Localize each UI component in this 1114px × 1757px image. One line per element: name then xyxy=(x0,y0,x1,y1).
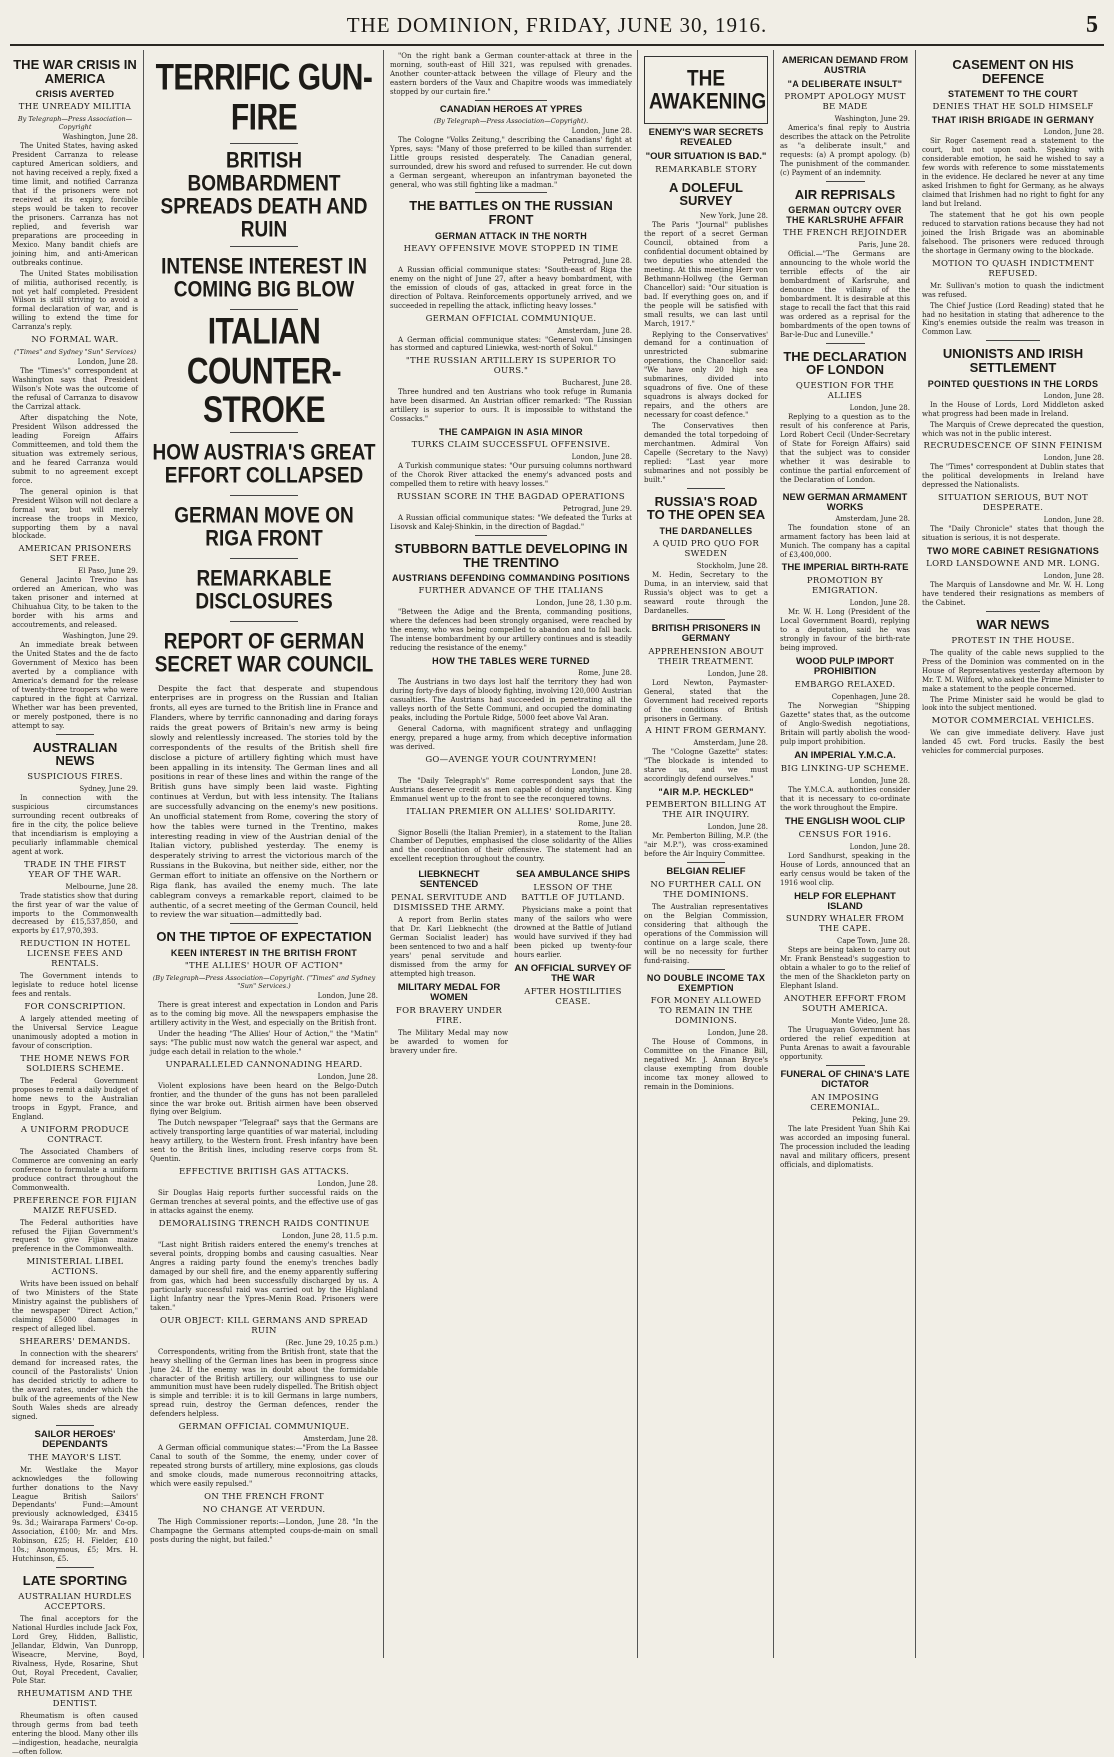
subheadline: ANOTHER EFFORT FROM SOUTH AMERICA. xyxy=(783,994,907,1015)
article-paragraph: The Conservatives then demanded the total torpedoing of merchantmen. Admiral Von Capelle (Secretary to the Navy) replied: "Last year more submarines and not possibly be built." xyxy=(644,422,768,484)
article-paragraph: The Associated Chambers of Commerce are convening an early conference to formulate a uniform produce contract throughout the Commonwealth. xyxy=(12,1147,138,1192)
subheadline: THE UNREADY MILITIA xyxy=(18,102,132,113)
lead-summary xyxy=(150,684,378,921)
divider xyxy=(475,192,548,193)
article-paragraph: Writs have been issued on behalf of two Ministers of the State Ministry against the publishers of the newspaper "Direct Action," claiming £5000 damages in respect of alleged libel. xyxy=(12,1280,138,1334)
article-paragraph: Violent explosions have been heard on the Belgo-Dutch frontier, and the thunder of the guns has not been paralleled since the war broke out. British airmen have been observed flying over Belgium. xyxy=(150,1081,378,1117)
article-paragraph: After dispatching the Note, President Wilson addressed the leading Foreign Affairs Committeemen, and told them the situation was extremely serious, and he feared Carranza would submit to no agreement except force. xyxy=(12,414,138,485)
headline: THE WAR CRISIS IN AMERICA xyxy=(13,57,137,86)
article-paragraph: A largely attended meeting of the Universal Service League unanimously adopted a motion in favour of conscription. xyxy=(12,1015,138,1051)
dateline: Rome, June 28. xyxy=(577,819,632,828)
headline: REPORT OF GERMAN SECRET WAR COUNCIL xyxy=(154,629,374,677)
article-paragraph: The House of Commons, in Committee on the Finance Bill, negatived Mr. J. Annan Bryce's clause exempting from double income tax money allowed to remain in the Dominions. xyxy=(644,1037,768,1091)
article-paragraph: Correspondents, writing from the British front, state that the heavy shelling of the German lines has been in progress since June 24. If the enemy was in doubt about the formidable character of the British artillery, our willingness to use our ammunition must have been rudely dispelled. The British object is simple and terrible: it is to kill Germans in large numbers, spread ruin, destroy the German defences, render the defenders helpless. xyxy=(150,1347,378,1419)
article-paragraph: A German official communique states: "General von Linsingen has stormed and captured Liniewka, west-north of Sokul." xyxy=(390,335,632,353)
subheadline: THE CAMPAIGN IN ASIA MINOR xyxy=(439,427,583,438)
article-paragraph: The "Times's" correspondent at Washington says that President Wilson's Note was the outcome of the refusal of Carranza to disavow the Carrizal attack. xyxy=(12,367,138,412)
subheadline: "THE RUSSIAN ARTILLERY IS SUPERIOR TO OURS." xyxy=(405,356,617,377)
headline: RUSSIA'S ROAD TO THE OPEN SEA xyxy=(646,493,766,523)
dateline: London, June 28. xyxy=(1043,516,1104,525)
headline: CASEMENT ON HIS DEFENCE xyxy=(952,57,1074,86)
subheadline: THE MAYOR'S LIST. xyxy=(28,1452,122,1463)
dateline: London, June 28. xyxy=(77,358,138,367)
subheadline: MINISTERIAL LIBEL ACTIONS. xyxy=(26,1257,124,1278)
dateline: London, June 28. xyxy=(1043,391,1104,400)
page-number: 5 xyxy=(1086,12,1098,38)
article-paragraph: A Russian official communique states: "South-east of Riga the enemy on the night of June 27, after a heavy bombardment, with the emission of clouds of gas, attacked in great force in the direction of Poltava. Reinforcements opportunely arrived, and we succeeded in repelling the attack, inflicting heavy losses." xyxy=(390,265,632,310)
divider xyxy=(475,535,548,536)
subheadline: SUNDRY WHALER FROM THE CAPE. xyxy=(785,914,905,935)
subheadline: RUSSIAN SCORE IN THE BAGDAD OPERATIONS xyxy=(396,492,626,503)
subheadline: DEMORALISING TRENCH RAIDS CONTINUE xyxy=(158,1219,370,1230)
subheadline: EFFECTIVE BRITISH GAS ATTACKS. xyxy=(178,1167,350,1178)
divider xyxy=(230,432,298,433)
subheadline: FOR MONEY ALLOWED TO REMAIN IN THE DOMINIONS. xyxy=(650,995,762,1026)
dateline: Amsterdam, June 28. xyxy=(557,326,632,335)
subheadline: AUSTRIANS DEFENDING COMMANDING POSITIONS xyxy=(391,573,630,584)
headline: ITALIAN COUNTER-STROKE xyxy=(186,310,342,431)
subheadline: THE FRENCH REJOINDER xyxy=(783,228,907,239)
dateline: London, June 28. xyxy=(707,1028,768,1037)
subheadline: LORD LANSDOWNE AND MR. LONG. xyxy=(926,559,1100,570)
article-paragraph: The Federal Government proposes to remit a daily budget of home news to the Australian troops in Egypt, France, and England. xyxy=(12,1077,138,1121)
article-paragraph: "Between the Adige and the Brenta, commanding positions, where the defences had been strongly organised, were reached by the enemy, who was being compelled to abandon and to fall back. The intense bombardment by our artillery continues and is steadily reducing the resistance of the enemy." xyxy=(390,608,632,653)
subheadline: GERMAN OUTCRY OVER THE KARLSRUHE AFFAIR xyxy=(786,205,904,226)
article-paragraph: The Norwegian "Shipping Gazette" states that, as the outcome of Anglo-Swedish negotiations, Britain will partly abolish the wood-pulp import prohibition. xyxy=(780,702,910,746)
subheadline: GO—AVENGE YOUR COUNTRYMEN! xyxy=(425,754,597,765)
article-paragraph: Signor Boselli (the Italian Premier), in a statement to the Italian Chamber of Deputies, emphasised the close solidarity of the Allies and the coordination of their offensive. The statement had an excellent reception throughout the country. xyxy=(390,828,632,864)
headline: INTENSE INTEREST IN COMING BIG BLOW xyxy=(161,254,367,302)
headline: FUNERAL OF CHINA'S LATE DICTATOR xyxy=(780,1069,910,1091)
subheadline: PREFERENCE FOR FIJIAN MAIZE REFUSED. xyxy=(13,1195,137,1216)
article-paragraph: In connection with the suspicious circumstances surrounding recent outbreaks of fire in the city, the police believe that incendiarism is employing a peculiarly inflammable chemical agent at work. xyxy=(12,793,138,856)
divider xyxy=(986,611,1041,612)
subheadline: RECRUDESCENCE OF SINN FEINISM xyxy=(923,441,1103,452)
headline: HELP FOR ELEPHANT ISLAND xyxy=(794,890,896,912)
divider xyxy=(230,246,298,247)
headline: ON THE TIPTOE OF EXPECTATION xyxy=(156,929,372,945)
subheadline: SUSPICIOUS FIRES. xyxy=(27,771,123,782)
dateline: El Paso, June 29. xyxy=(78,567,138,576)
subheadline: HOW THE TABLES WERE TURNED xyxy=(432,656,590,667)
headline: WAR NEWS xyxy=(976,617,1050,633)
headline: WOOD PULP IMPORT PROHIBITION xyxy=(796,656,894,678)
article-paragraph: The Chief Justice (Lord Reading) stated that he had no hesitation in stating that adherence to the King's enemies outside the realm was treason in Common Law. xyxy=(922,301,1104,337)
headline: AN IMPERIAL Y.M.C.A. xyxy=(794,749,896,761)
headline: CANADIAN HEROES AT YPRES xyxy=(439,103,583,115)
dateline: Petrograd, June 29. xyxy=(562,505,632,514)
divider xyxy=(826,343,865,344)
byline: By Telegraph—Press Association—Copyright xyxy=(17,115,133,132)
dateline: Washington, June 29. xyxy=(62,632,138,641)
column-2 xyxy=(146,52,382,1656)
article-paragraph: The High Commissioner reports:—London, June 28. "In the Champagne the Germans attempted coups-de-main on small posts during the night, but failed." xyxy=(150,1518,378,1544)
subheadline: POINTED QUESTIONS IN THE LORDS xyxy=(927,378,1099,389)
subheadline: ON THE FRENCH FRONT xyxy=(204,1492,324,1503)
subheadline: PROTEST IN THE HOUSE. xyxy=(951,635,1075,646)
column-rule xyxy=(773,50,774,1658)
dateline: London, June 28. xyxy=(1043,454,1104,463)
divider xyxy=(230,558,298,559)
subheadline: PROMOTION BY EMIGRATION. xyxy=(806,576,884,597)
headline: UNIONISTS AND IRISH SETTLEMENT xyxy=(942,346,1084,376)
article-paragraph: Sir Douglas Haig reports further successful raids on the German trenches at several points, and the effective use of gas in attacks against the enemy. xyxy=(150,1189,378,1216)
article-paragraph: In connection with the shearers' demand for increased rates, the council of the Pastoralists' Union has decided strictly to adhere to the award rates, under which the bulk of the agreements of the New South Wales sheds are already signed. xyxy=(12,1350,138,1421)
article-paragraph: The final acceptors for the National Hurdles include Jack Fox, Lord Grey, Hidden, Ballistic, Jellandar, Eldwin, Van Dunropp, Wiseacre, Mervine, Boyd, Rivalness, Hyde, Rosarine, Shut Out, Royal Precedent, Cavalier, Pole Star. xyxy=(12,1614,138,1686)
headline: AN OFFICIAL SURVEY OF THE WAR xyxy=(514,963,632,984)
article-paragraph: The "Cologne Gazette" states: "The blockade is intended to starve us, and we must accordingly defend ourselves." xyxy=(644,748,768,784)
article-paragraph: The Cologne "Volks Zeitung," describing the Canadians' fight at Ypres, says: "Many of those preferred to be killed than surrender. Little groups resisted desperately. The Canadian general, surrounded, drew his sword and refused to surrender. He cut down a German sergeant, whereupon an infantryman bayoneted the general, who was still fighting like a madman." xyxy=(390,135,632,189)
column-rule xyxy=(383,50,384,1658)
dateline: London, June 28. xyxy=(849,404,910,413)
article-paragraph: There is great interest and expectation in London and Paris as to the coming big move. All the newspapers emphasise the artillery activity in the West, and especially on the British front. xyxy=(150,1000,378,1027)
subheadline: CENSUS FOR 1916. xyxy=(798,829,892,840)
article-paragraph: Lord Newton, Paymaster-General, stated that the Government had received reports of the conditions of British prisoners in Germany. xyxy=(644,678,768,723)
subheadline: LESSON OF THE BATTLE OF JUTLAND. xyxy=(521,883,625,904)
article-paragraph: The Austrians in two days lost half the territory they had won during forty-five days of bloody fighting, involving 120,000 Austrian casualties. The Austrians had succeeded in penetrating all the valleys north of the Sette Communi, and occupied the dominating peaks, including the Portule Ridge, 5000 feet above Val Aran. xyxy=(390,678,632,722)
article-paragraph: Replying to the Conservatives' demand for a continuation of unrestricted submarine operations, the Chancellor said: "We have only 20 high sea submarines, divided into squadrons of five. One of these squadrons is always docked for repairs, and the others are necessary for coast defence." xyxy=(644,330,768,420)
article-paragraph: M. Hedin, Secretary to the Duma, in an interview, said that Russia's object was to get a seaward route through the Dardanelles. xyxy=(644,570,768,615)
dateline: London, June 28, 1.30 p.m. xyxy=(536,599,632,608)
article-paragraph: Three hundred and ten Austrians who took refuge in Rumania have been disarmed. An Austrian officer remarked: "The Russian artillery is superior to ours. It is impossible to withstand the Cossacks." xyxy=(390,388,632,424)
article-paragraph: America's final reply to Austria describes the attack on the Petrolite as "a deliberate insult," and requests: (a) A prompt apology. (b) The punishment of the commander. (c) Payment of an indemnity. xyxy=(780,123,910,177)
dateline: Copenhagen, June 28. xyxy=(831,693,910,702)
subheadline: "THE ALLIES' HOUR OF ACTION" xyxy=(184,960,344,971)
article-paragraph: The quality of the cable news supplied to the Press of the Dominion was commented on in the House of Representatives yesterday afternoon by Mr. T. M. Wilford, who asked the Prime Minister to make a statement to the people concerned. xyxy=(922,648,1104,693)
divider xyxy=(687,488,724,489)
article-paragraph: Mr. Westlake the Mayor acknowledges the following further donations to the Navy League British Sailors' Dependants' Fund:—Amount previously acknowledged, £3415 9s. 3d.; Wairarapa Farmers' Co-op. Association, £100; Mr. and Mrs. Robinson, £25; H. Fielder, £10 10s.; Anonymous, £5; Mrs. H. Hutchinson, £5. xyxy=(12,1465,138,1564)
article-paragraph: The Military Medal may now be awarded to women for bravery under fire. xyxy=(390,1028,508,1055)
column-5 xyxy=(776,52,914,1656)
subheadline: "AIR M.P. HECKLED" xyxy=(658,787,754,798)
article-paragraph: The Paris "Journal" publishes the report of a secret German Council, obtained from a confidential document obtained by two deputies who attended the meeting. At this meeting Herr von Bethmann-Hollweg (the German Chancellor) said: "Our situation is bad. If everything goes on, and if the people will be satisfied with small results, we can last until March, 1917." xyxy=(644,221,768,328)
dateline: London, June 28. xyxy=(849,842,910,851)
article-paragraph: A report from Berlin states that Dr. Karl Liebknecht (the German Socialist leader) has been sentenced to two and a half years' penal servitude and dismissed from the army for attempted high treason. xyxy=(390,916,508,978)
headline: LATE SPORTING xyxy=(22,1573,128,1589)
dateline: London, June 28. xyxy=(571,126,632,135)
headline: AIR REPRISALS xyxy=(794,186,896,202)
article-paragraph: General Jacinto Trevino has ordered an American, who was taken prisoner and interned at Chihuahua City, to be taken to the border with his arms and accoutrements, and released. xyxy=(12,576,138,630)
headline: THE IMPERIAL BIRTH-RATE xyxy=(781,562,909,574)
subheadline: A UNIFORM PRODUCE CONTRACT. xyxy=(20,1124,130,1145)
subheadline: A HINT FROM GERMANY. xyxy=(645,726,767,737)
dateline: Paris, June 28. xyxy=(858,241,910,250)
dateline: Bucharest, June 28. xyxy=(562,379,632,388)
dateline: Rome, June 28. xyxy=(577,669,632,678)
divider xyxy=(475,100,548,101)
dateline: Amsterdam, June 28. xyxy=(303,1435,378,1444)
headline: AUSTRALIAN NEWS xyxy=(32,739,118,769)
subheadline: APPREHENSION ABOUT THEIR TREATMENT. xyxy=(648,646,764,667)
article-paragraph: Lord Sandhurst, speaking in the House of Lords, announced that an early census would be taken of the 1916 wool clip. xyxy=(780,851,910,887)
subheadline: NO FORMAL WAR. xyxy=(31,335,119,346)
divider xyxy=(230,621,298,622)
dateline: London, June 28. xyxy=(571,767,632,776)
article-paragraph: The Y.M.C.A. authorities consider that it is necessary to co-ordinate the work throughout the Empire. xyxy=(780,785,910,812)
subheadline: RHEUMATISM AND THE DENTIST. xyxy=(17,1689,133,1710)
article-paragraph: The "Daily Telegraph's" Rome correspondent says that the Austrians deserve credit as men capable of doing anything. King Emmanuel went up to the front to see the reconquered towns. xyxy=(390,776,632,803)
subheadline: BIG LINKING-UP SCHEME. xyxy=(780,763,910,774)
dateline: Sydney, June 29. xyxy=(79,784,138,793)
dateline: Cape Town, June 28. xyxy=(837,937,910,946)
subheadline: NO CHANGE AT VERDUN. xyxy=(202,1505,326,1516)
headline: REMARKABLE DISCLOSURES xyxy=(195,566,333,614)
subheadline: THE HOME NEWS FOR SOLDIERS SCHEME. xyxy=(20,1054,130,1075)
divider xyxy=(230,309,298,310)
divider xyxy=(56,734,94,735)
divider xyxy=(826,1065,865,1066)
masthead xyxy=(10,6,1104,46)
subheadline: AFTER HOSTILITIES CEASE. xyxy=(524,986,622,1007)
byline: (By Telegraph—Press Association—Copyright). xyxy=(433,116,589,125)
subheadline: "A DELIBERATE INSULT" xyxy=(787,78,903,89)
dateline: London, June 28. xyxy=(707,823,768,832)
article-paragraph: Mr. Pemberton Billing, M.P. (the "air M.P."), was cross-examined before the Air Inquiry Committee. xyxy=(644,832,768,859)
subheadline: CRISIS AVERTED xyxy=(35,89,115,100)
subheadline: NO FURTHER CALL ON THE DOMINIONS. xyxy=(650,880,762,901)
headline: MILITARY MEDAL FOR WOMEN xyxy=(397,981,501,1003)
article-paragraph: The Australian representatives on the Belgian Commission, considering that although the operations of the Commission will continue on a large scale, there will be no necessity for further fund-raising. xyxy=(644,903,768,965)
dateline: London, June 28. xyxy=(317,991,378,1000)
dateline: London, June 28. xyxy=(1043,572,1104,581)
divider xyxy=(986,340,1041,341)
subheadline: SHEARERS' DEMANDS. xyxy=(19,1337,131,1348)
headline: ENEMY'S WAR SECRETS REVEALED xyxy=(648,126,764,148)
dateline: London, June 28. xyxy=(849,776,910,785)
headline: THE AWAKENING xyxy=(649,66,767,114)
article-paragraph: An immediate break between the United States and the de facto Government of Mexico has been averted by a compliance with America's demand for the release of twenty-three troopers who were captured in the fight at Carrizal. Whether war has been prevented, or merely postponed, there is no attempt to say. xyxy=(12,641,138,730)
subheadline: HEAVY OFFENSIVE MOVE STOPPED IN TIME xyxy=(403,243,619,254)
article-paragraph: The Federal authorities have refused the Fijian Government's request to give Fijian maize preference in the Commonwealth. xyxy=(12,1218,138,1254)
subheadline: TURKS CLAIM SUCCESSFUL OFFENSIVE. xyxy=(411,440,611,451)
split-right xyxy=(514,866,632,1057)
headline: AMERICAN DEMAND FROM AUSTRIA xyxy=(781,55,909,76)
headline: BRITISH BOMBARDMENT SPREADS DEATH AND RUIN xyxy=(160,148,368,242)
article-paragraph: Sir Roger Casement read a statement to the court, but not upon oath. Speaking with considerable emotion, he said he wished to say a few words with reference to some misstatements in the evidence. He declared he never at any time asked Irishmen to fight for Germany, as he always claimed that Irishmen had no right to fight for any land but Ireland. xyxy=(922,137,1104,208)
article-paragraph: We can give immediate delivery. Have just landed 45 cwt. Ford trucks. Easily the best vehicles for commercial purposes. xyxy=(922,729,1104,756)
subheadline: KEEN INTEREST IN THE BRITISH FRONT xyxy=(170,947,358,958)
dateline: Monte Video, June 28. xyxy=(831,1017,910,1026)
subheadline: STATEMENT TO THE COURT xyxy=(947,89,1079,100)
column-6 xyxy=(918,52,1108,1656)
column-rule xyxy=(143,50,144,1658)
byline: ("Times" and Sydney "Sun" Services) xyxy=(13,348,137,357)
article-paragraph: Mr. Sullivan's motion to quash the indictment was refused. xyxy=(922,281,1104,299)
divider xyxy=(56,1567,94,1568)
article-paragraph: Physicians make a point that many of the sailors who were drowned at the Battle of Jutland would have survived if they had been picked up twenty-four hours earlier. xyxy=(514,906,632,960)
headline: A DOLEFUL SURVEY xyxy=(669,179,743,209)
divider xyxy=(230,495,298,496)
article-paragraph: The Prime Minister said he would be glad to look into the subject mentioned. xyxy=(922,695,1104,713)
subheadline: FOR BRAVERY UNDER FIRE. xyxy=(395,1005,503,1026)
byline: (By Telegraph—Press Association—Copyright. ("Times" and Sydney "Sun" Services.) xyxy=(152,973,376,990)
masthead-title: THE DOMINION, FRIDAY, JUNE 30, 1916. xyxy=(346,12,768,37)
subheadline: REDUCTION IN HOTEL LICENSE FEES AND RENTALS. xyxy=(19,939,131,970)
subheadline: UNPARALLELED CANNONADING HEARD. xyxy=(165,1059,363,1070)
article-paragraph: The United States, having asked President Carranza to release captured American soldiers, and not having received a reply, fixed a time limit, and notified Carranza that if the prisoners were not received at its expiry, forcible steps would be taken to recover the prisoners. Carranza has not replied, and feverish war preparations are proceeding in Mexico. Many bandit chiefs are joining him, and anti-American outbreaks continue. xyxy=(12,142,138,267)
dateline: Stockholm, June 28. xyxy=(696,561,768,570)
subheadline: AMERICAN PRISONERS SET FREE. xyxy=(18,544,132,565)
headline: NEW GERMAN ARMAMENT WORKS xyxy=(782,491,908,513)
dateline: London, June 28. xyxy=(849,599,910,608)
subheadline: AUSTRALIAN HURDLES ACCEPTORS. xyxy=(18,1591,132,1612)
dateline: Melbourne, June 28. xyxy=(65,882,138,891)
subheadline: MOTOR COMMERCIAL VEHICLES. xyxy=(931,716,1095,727)
article-paragraph: Mr. W. H. Long (President of the Local Government Board), replying to a deputation, said he was strongly in favour of the birth-rate being improved. xyxy=(780,608,910,653)
article-paragraph: The Marquis of Lansdowne and Mr. W. H. Long have tendered their resignations as members of the Cabinet. xyxy=(922,581,1104,608)
article-paragraph: The Uruguayan Government has ordered the relief expedition at Punta Arenas to await a favourable opportunity. xyxy=(780,1026,910,1062)
dateline: Washington, June 28. xyxy=(62,133,138,142)
headline: BRITISH PRISONERS IN GERMANY xyxy=(651,622,761,644)
subheadline: A QUID PRO QUO FOR SWEDEN xyxy=(652,538,760,559)
subheadline: DENIES THAT HE SOLD HIMSELF xyxy=(932,102,1094,113)
lead-paragraph: Despite the fact that desperate and stupendous enterprises are in progress on the Russian and Italian fronts, all eyes are turned to the British line in France and Flanders, where by terrific cannonading and daring forays raids the great powers of Britain's new army is being slowly and relentlessly increased. The stories told by the correspondents of the results of the British shell fire disclose a picture of artillery fighting which must have been appalling in its intensity. The German lines and all positions in rear of these lines and within the range of the British guns have simply been laid waste. Fighting continues at Verdun, but with less intensity. The Italians are successfully advancing on the enemy's new positions. An unofficial statement from Rome, covering the story of how the tables were turned in the Trentino, makes interesting reading in view of the Austrian denial of the Italian victory, published yesterday. The enemy is desperately striving to arrest the victorious march of the Russians in the Bukovina, but neither side, either, nor the German effort to initiate an offensive on the Northern or Riga flank, has availed the enemy much. The late cablegram conveys a remarkable report, claimed to be authentic, of a secret meeting of the German Council, held to review the war situation—admittedly bad. xyxy=(150,683,378,920)
article-paragraph: Trade statistics show that during the first year of war the value of imports to the Commonwealth decreased by £15,537,850, and exports by £17,970,393. xyxy=(12,891,138,936)
divider xyxy=(687,969,724,970)
subheadline: GERMAN OFFICIAL COMMUNIQUE. xyxy=(425,313,597,324)
headline: LIEBKNECHT SENTENCED xyxy=(418,869,480,891)
divider xyxy=(56,1425,94,1426)
subheadline: GERMAN OFFICIAL COMMUNIQUE. xyxy=(178,1422,350,1433)
article-paragraph: "On the right bank a German counter-attack at three in the morning, south-east of Hill 321, was repulsed with grenades. Another counter-attack between the village of Fleury and the eastern borders of the Vaux and Chapitre woods was immediately stopped by our curtain fire." xyxy=(390,52,632,96)
column-rule xyxy=(637,50,638,1658)
column-rule xyxy=(915,50,916,1658)
subheadline: GERMAN ATTACK IN THE NORTH xyxy=(434,230,588,241)
article-paragraph: "Last night British raiders entered the enemy's trenches at several points, dropping bombs and causing casualties. Near Angres a raiding party found the enemy's trenches badly damaged by our shell fire, and the enemy apparently suffering from gas, which had been successfully discharged by us. A particularly successful raid was carried out by the Highland Light Infantry near the Ypres–Menin Road. Prisoners were taken." xyxy=(150,1241,378,1312)
split-left xyxy=(390,866,508,1057)
subheadline: SITUATION SERIOUS, BUT NOT DESPERATE. xyxy=(937,493,1089,514)
subheadline: PEMBERTON BILLING AT THE AIR INQUIRY. xyxy=(645,800,767,821)
divider xyxy=(687,619,724,620)
dateline: London, June 28. xyxy=(1043,128,1104,137)
subheadline: OUR OBJECT: KILL GERMANS AND SPREAD RUIN xyxy=(159,1315,369,1336)
dateline: London, June 28. xyxy=(571,453,632,462)
divider xyxy=(826,488,865,489)
subheadline: QUESTION FOR THE ALLIES xyxy=(795,381,895,402)
subheadline: FURTHER ADVANCE OF THE ITALIANS xyxy=(418,586,604,597)
divider xyxy=(230,923,298,924)
subheadline: REMARKABLE STORY xyxy=(655,164,757,175)
article-paragraph: A German official communique states:—"From the La Bassee Canal to south of the Somme, the enemy, under cover of repeated strong bursts of artillery, mine explosions, gas clouds and smoke clouds, made numerous reconnoitring attacks, which were easily repulsed." xyxy=(150,1444,378,1489)
article-paragraph: The United States mobilisation of militia, authorised recently, is not yet half completed. President Wilson is still striving to avoid a formal declaration of war, and is willing to extend the time for Carranza's reply. xyxy=(12,269,138,332)
article-paragraph: The Dutch newspaper "Telegraaf" says that the Germans are actively transporting large quantities of war material, including heavy artillery, to the Western front. Fresh infantry have been sent to the British lines, including reserve corps from St. Quentin. xyxy=(150,1119,378,1164)
article-paragraph: The Government intends to legislate to reduce hotel license fees and rentals. xyxy=(12,972,138,999)
split-section xyxy=(390,866,632,1057)
article-paragraph: General Cadorna, with magnificent strategy and unflagging energy, prepared a huge army, from which deceptive information was derived. xyxy=(390,724,632,751)
article-paragraph: The "Daily Chronicle" states that though the situation is serious, it is not desperate. xyxy=(922,525,1104,543)
subheadline: TRADE IN THE FIRST YEAR OF THE WAR. xyxy=(24,859,126,880)
article-paragraph: The "Times" correspondent at Dublin states that the political developments in Ireland have depressed the Nationalists. xyxy=(922,463,1104,490)
subheadline: MOTION TO QUASH INDICTMENT REFUSED. xyxy=(931,258,1095,279)
dateline: Peking, June 29. xyxy=(852,1115,910,1124)
subheadline: PROMPT APOLOGY MUST BE MADE xyxy=(784,91,906,112)
article-paragraph: A Russian official communique states: "We defeated the Turks at Lisovsk and Kalej-Shinkin, in the direction of Bagdad." xyxy=(390,514,632,532)
column-1 xyxy=(8,52,142,1757)
subheadline: TWO MORE CABINET RESIGNATIONS xyxy=(926,546,1100,557)
divider xyxy=(826,181,865,182)
subheadline: AN IMPOSING CEREMONIAL. xyxy=(810,1092,880,1113)
column-3 xyxy=(386,52,636,1656)
article-paragraph: Official.—"The Germans are announcing to the whole world the terrible effects of the air bombardment of Karlsruhe, and denounce the villainy of the bombardment. It is desirable at this stage to recall the fact that this raid was ordered as a reprisal for the bombardments of the open towns of Bar-le-Duc and Luneville." xyxy=(780,250,910,339)
article-paragraph: The late President Yuan Shih Kai was accorded an imposing funeral. The procession included the leading naval and military officers, present officials, and diplomatists. xyxy=(780,1124,910,1169)
article-paragraph: A Turkish communique states: "Our pursuing columns northward of the Chorok River attacked the enemy's advanced posts and compelled them to retire with heavy losses." xyxy=(390,462,632,489)
article-paragraph: Steps are being taken to carry out Mr. Frank Benstead's suggestion to obtain a whaler to go to the relief of the men of the Shackleton party on Elephant Island. xyxy=(780,946,910,991)
dateline: New York, June 28. xyxy=(699,212,768,221)
divider xyxy=(687,862,724,863)
headline: HOW AUSTRIA'S GREAT EFFORT COLLAPSED xyxy=(152,440,376,489)
dateline: London, June 28. xyxy=(317,1180,378,1189)
subheadline: NO DOUBLE INCOME TAX EXEMPTION xyxy=(646,972,766,993)
headline: SEA AMBULANCE SHIPS xyxy=(516,869,630,881)
headline: "OUR SITUATION IS BAD." xyxy=(645,150,767,162)
subheadline: PENAL SERVITUDE AND DISMISSED THE ARMY. xyxy=(390,893,508,914)
headline: THE BATTLES ON THE RUSSIAN FRONT xyxy=(409,198,613,228)
article-paragraph: The general opinion is that President Wilson will not declare a formal war, but will merely increase the troops in Mexico, supporting them by a naval blockade. xyxy=(12,487,138,541)
dateline: London, June 28, 11.5 p.m. xyxy=(282,1232,378,1241)
article-paragraph: In the House of Lords, Lord Middleton asked what progress had been made in Ireland. xyxy=(922,400,1104,418)
dateline: Washington, June 29. xyxy=(834,114,910,123)
dateline: London, June 28. xyxy=(317,1072,378,1081)
dateline: London, June 28. xyxy=(707,669,768,678)
headline: THE DECLARATION OF LONDON xyxy=(783,348,907,378)
subheadline: THE DARDANELLES xyxy=(659,525,753,536)
subheadline: ITALIAN PREMIER ON ALLIES' SOLIDARITY. xyxy=(406,806,616,817)
article-paragraph: Replying to a question as to the result of his conference at Paris, Lord Robert Cecil (Under-Secretary of State for Foreign Affairs) said that the subject was to consider whether it was desirable to continue the partial enforcement of the Declaration of London. xyxy=(780,413,910,484)
article-paragraph: The statement that he got his own people reduced to starvation rations because they had not joined the Irish Brigade was an abominable falsehood. The prisoners were reduced through the shortage in Germany owing to the blockade. xyxy=(922,210,1104,255)
main-headline: TERRIFIC GUN-FIRE xyxy=(155,56,373,138)
headline: GERMAN MOVE ON RIGA FRONT xyxy=(174,503,354,551)
subheadline: THAT IRISH BRIGADE IN GERMANY xyxy=(931,115,1095,126)
article-paragraph: Under the heading "The Allies' Hour of Action," the "Matin" says: "The public must now watch the general war aspect, and judge each detail in relation to the whole." xyxy=(150,1029,378,1056)
column-4 xyxy=(640,52,772,1656)
headline: SAILOR HEROES' DEPENDANTS xyxy=(34,1428,116,1450)
headline-box xyxy=(644,56,768,124)
headline: STUBBORN BATTLE DEVELOPING IN THE TRENTINO xyxy=(394,540,628,570)
headline: BELGIAN RELIEF xyxy=(666,866,746,878)
dateline: (Rec. June 29, 10.25 p.m.) xyxy=(285,1338,378,1347)
dateline: Amsterdam, June 28. xyxy=(835,514,910,523)
dateline: Amsterdam, June 28. xyxy=(693,739,768,748)
divider xyxy=(230,143,298,144)
dateline: Petrograd, June 28. xyxy=(562,256,632,265)
article-paragraph: The foundation stone of an armament factory has been laid at Munich. The company has a capital of £3,400,000. xyxy=(780,523,910,559)
headline: THE ENGLISH WOOL CLIP xyxy=(784,815,906,827)
subheadline: EMBARGO RELAXED. xyxy=(794,680,896,691)
subheadline: FOR CONSCRIPTION. xyxy=(24,1002,126,1013)
article-paragraph: Rheumatism is often caused through germs from bad teeth entering the blood. Many other ills—indigestion, headache, neuralgia—often follow. xyxy=(12,1712,138,1757)
article-paragraph: The Marquis of Crewe deprecated the question, which was not in the public interest. xyxy=(922,420,1104,438)
